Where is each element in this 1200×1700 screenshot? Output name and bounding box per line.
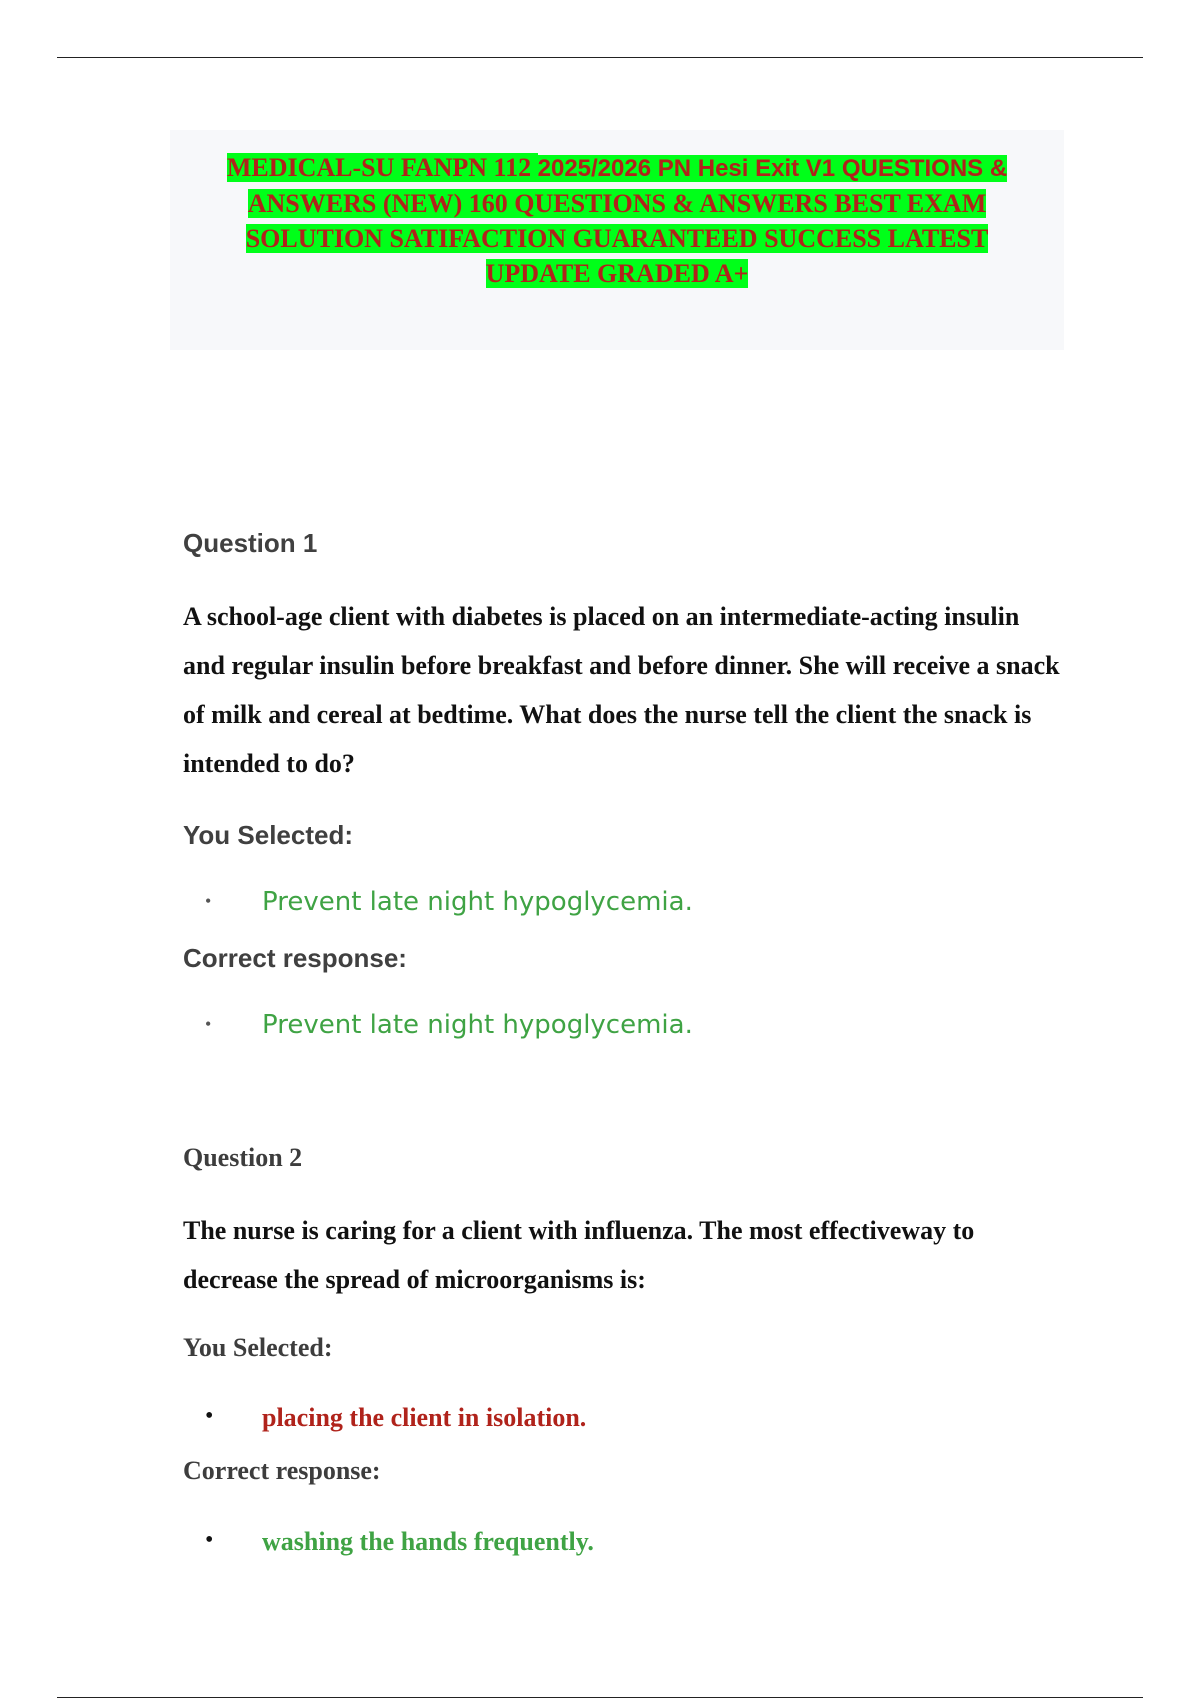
title-part-1: MEDICAL-SU FANPN 112 — [226, 153, 538, 182]
bullet-icon: • — [205, 1403, 214, 1429]
question-2-text: The nurse is caring for a client with influenza. The most effectiveway to decrease the spread of microorganisms is: — [183, 1216, 975, 1294]
question-2-selected-answer: placing the client in isolation. — [262, 1403, 587, 1432]
title-box — [170, 130, 1064, 350]
bullet-icon: • — [205, 1527, 214, 1553]
document-title — [170, 150, 1064, 291]
question-1-text: A school-age client with diabetes is placed on an intermediate-acting insulin and regular insulin before breakfast and before dinner. She will receive a snack of milk and cereal at bedtime. What does the nurse tell the client the snack is intended to do? — [183, 602, 1060, 778]
bottom-rule — [57, 1697, 1143, 1698]
title-part-3: ANSWERS (NEW) 160 QUESTIONS & ANSWERS BEST EXAM — [247, 189, 987, 218]
top-rule — [57, 57, 1143, 58]
question-1-selected-answer: Prevent late night hypoglycemia. — [262, 887, 693, 917]
question-1-correct-label: Correct response: — [183, 943, 407, 973]
question-2-correct-answer: washing the hands frequently. — [262, 1527, 594, 1556]
title-part-4: SOLUTION SATIFACTION GUARANTEED SUCCESS LATEST — [245, 224, 989, 253]
bullet-icon: • — [205, 891, 212, 911]
bullet-icon: • — [205, 1014, 212, 1034]
question-2-selected-label: You Selected: — [183, 1333, 333, 1362]
question-2-correct-label: Correct response: — [183, 1456, 381, 1485]
title-part-2: 2025/2026 PN Hesi Exit V1 QUESTIONS & — [537, 155, 1008, 182]
question-2-label: Question 2 — [183, 1143, 303, 1172]
title-part-5: UPDATE GRADED A+ — [485, 259, 749, 288]
question-1-correct-answer: Prevent late night hypoglycemia. — [262, 1010, 693, 1040]
question-1-label: Question 1 — [183, 528, 318, 558]
question-1-selected-label: You Selected: — [183, 820, 354, 850]
